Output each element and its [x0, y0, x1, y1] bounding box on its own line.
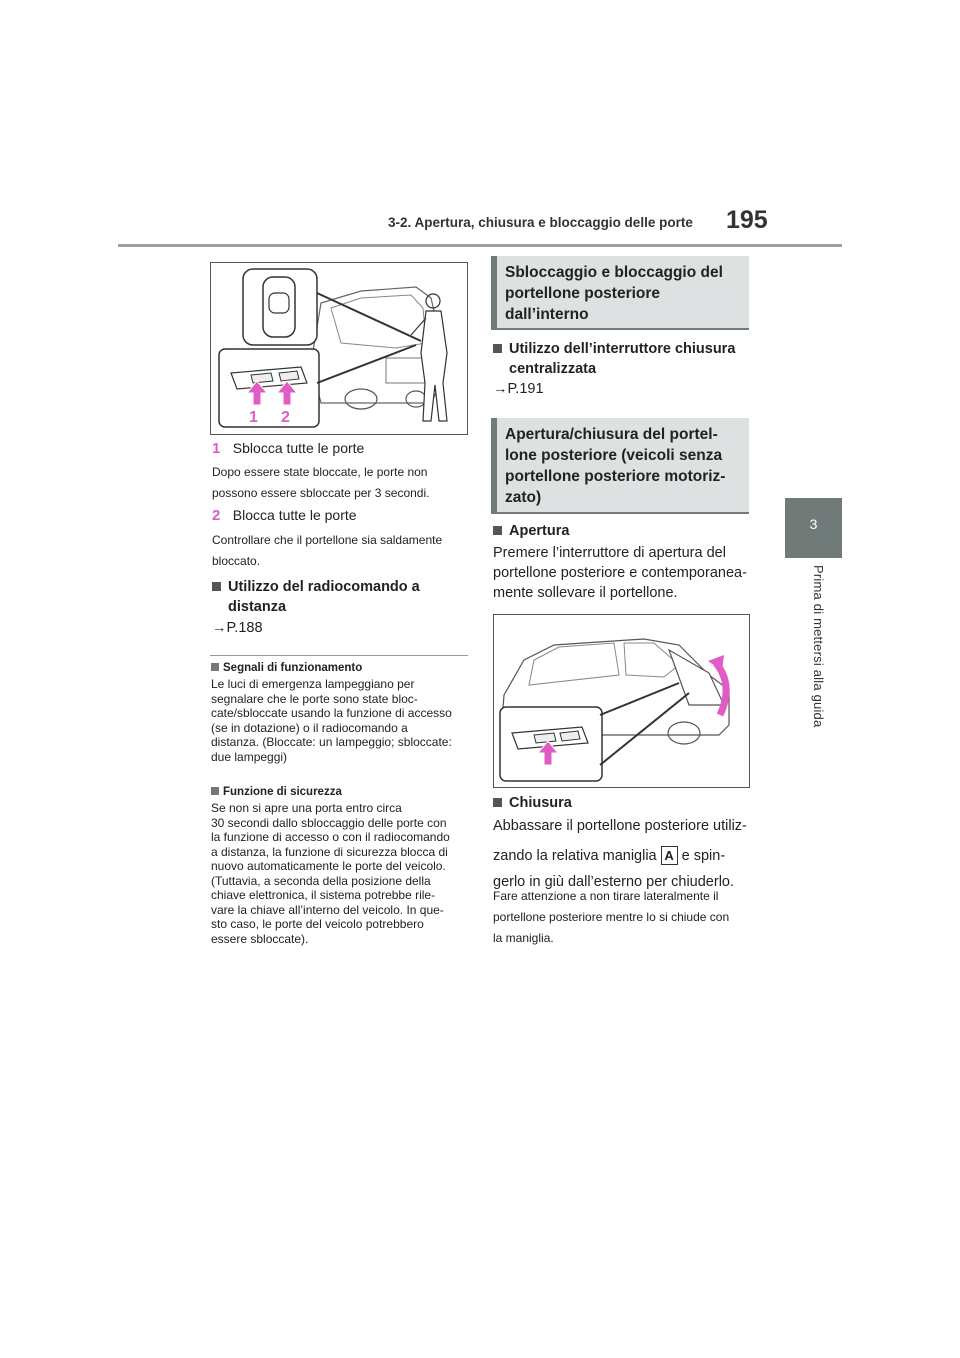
running-header-title: 3-2. Apertura, chiusura e bloccaggio delle porte	[388, 215, 693, 230]
closing-text	[493, 816, 755, 892]
note-title: Segnali di funzionamento	[223, 662, 363, 674]
note-line: vare la chiave all’interno del veicolo. In que-	[211, 902, 444, 917]
section-line: lone posteriore (veicoli senza	[505, 447, 723, 464]
note-line: distanza. (Bloccate: un lampeggio; sbloccate:	[211, 735, 452, 749]
note-line: Se non si apre una porta entro circa	[211, 801, 402, 815]
section-underline	[491, 328, 749, 330]
central-lock-heading	[493, 339, 735, 379]
step-text: Sblocca tutte le porte	[232, 440, 365, 456]
step-number: 2	[212, 507, 221, 524]
bullet-square-icon	[493, 526, 502, 535]
heading-text: Apertura	[509, 523, 570, 539]
note-line: cate/sbloccate usando la funzione di accesso	[211, 706, 452, 720]
bullet-square-icon	[212, 582, 221, 591]
figure-key-and-tailgate	[210, 262, 468, 435]
section-line: portellone posteriore motoriz-	[505, 468, 726, 485]
note-line: 30 secondi dallo sbloccaggio delle porte con	[211, 815, 447, 830]
body-line-with-label	[493, 846, 755, 866]
heading-text: Chiusura	[509, 795, 572, 811]
body-line: mente sollevare il portellone.	[493, 585, 678, 601]
section-line: zato)	[505, 489, 542, 506]
note-line: Fare attenzione a non tirare lateralmente il	[493, 889, 719, 903]
chapter-title: Prima di mettersi alla guida	[811, 565, 826, 728]
opening-text	[493, 543, 753, 603]
body-line: gerlo in giù dall’esterno per chiuderlo.	[493, 874, 735, 890]
body-line: Premere l’interruttore di apertura del	[493, 545, 726, 561]
step-2-detail	[212, 530, 472, 572]
section-heading-tailgate-open-close	[491, 418, 749, 512]
heading-line: Utilizzo del radiocomando a	[228, 579, 420, 595]
section-heading-internal-lock	[491, 256, 749, 328]
figure-callout-1: 1	[249, 409, 258, 426]
section-line: dall’interno	[505, 306, 589, 323]
body-line: portellone posteriore e contemporanea-	[493, 565, 747, 581]
step-2	[212, 507, 357, 525]
figure-callout-2: 2	[281, 409, 290, 426]
note-line: nuovo automaticamente le porte del veicolo.	[211, 859, 446, 873]
bullet-square-icon	[493, 344, 502, 353]
heading-line: Utilizzo dell’interruttore chiusura	[509, 341, 736, 357]
note-line: sto caso, le porte del veicolo potrebbero	[211, 917, 424, 931]
section-line: portellone posteriore	[505, 285, 661, 302]
heading-line: distanza	[228, 599, 287, 615]
note-line: a distanza, la funzione di sicurezza blocca di	[211, 844, 448, 859]
opening-heading	[493, 521, 569, 541]
closing-note	[493, 886, 755, 949]
closing-heading	[493, 793, 572, 813]
note-line: segnalare che le porte sono state bloc-	[211, 691, 418, 706]
body-text: e spin-	[681, 848, 726, 864]
bullet-square-icon	[211, 663, 219, 671]
step-1	[212, 440, 364, 458]
remote-page-ref[interactable]: →P.188	[212, 620, 263, 636]
note-title: Funzione di sicurezza	[223, 786, 342, 798]
bullet-square-icon	[211, 787, 219, 795]
figure-tailgate-opening	[493, 614, 750, 788]
page-number: 195	[726, 206, 768, 234]
heading-line: centralizzata	[509, 361, 597, 377]
tailgate-illustration	[211, 263, 467, 434]
step-number: 1	[212, 440, 221, 457]
body-line: Abbassare il portellone posteriore utiliz-	[493, 818, 747, 834]
bullet-square-icon	[493, 798, 502, 807]
note-divider	[210, 655, 468, 656]
detail-line: bloccato.	[212, 554, 261, 568]
header-rule	[118, 244, 842, 247]
remote-heading	[212, 577, 420, 617]
note-line: portellone posteriore mentre lo si chiude con	[493, 910, 730, 924]
note-line: la funzione di accesso o con il radiocomando	[211, 830, 450, 844]
note-line: Le luci di emergenza lampeggiano per	[211, 677, 415, 691]
note-line: (se in dotazione) o il radiocomando a	[211, 720, 408, 735]
label-a-marker: A	[661, 846, 678, 865]
note-security-function	[211, 786, 473, 946]
section-line: Sbloccaggio e bloccaggio del	[505, 264, 723, 281]
note-line: (Tuttavia, a seconda della posizione della	[211, 873, 431, 888]
section-line: Apertura/chiusura del portel-	[505, 426, 718, 443]
tailgate-opening-illustration	[494, 615, 749, 787]
step-1-detail	[212, 462, 472, 504]
step-text: Blocca tutte le porte	[232, 507, 357, 523]
note-line: chiave elettronica, il sistema potrebbe rile-	[211, 888, 436, 902]
section-underline	[491, 512, 749, 514]
detail-line: possono essere sbloccate per 3 secondi.	[212, 486, 430, 500]
detail-line: Controllare che il portellone sia saldamente	[212, 533, 443, 547]
chapter-number: 3	[809, 516, 818, 532]
body-text: zando la relativa maniglia	[493, 848, 657, 864]
central-lock-page-ref[interactable]: →P.191	[493, 381, 544, 397]
detail-line: Dopo essere state bloccate, le porte non	[212, 465, 428, 479]
note-line: essere sbloccate).	[211, 931, 309, 946]
note-operation-signals	[211, 662, 473, 764]
note-line: la maniglia.	[493, 931, 554, 945]
note-line: due lampeggi)	[211, 749, 288, 764]
